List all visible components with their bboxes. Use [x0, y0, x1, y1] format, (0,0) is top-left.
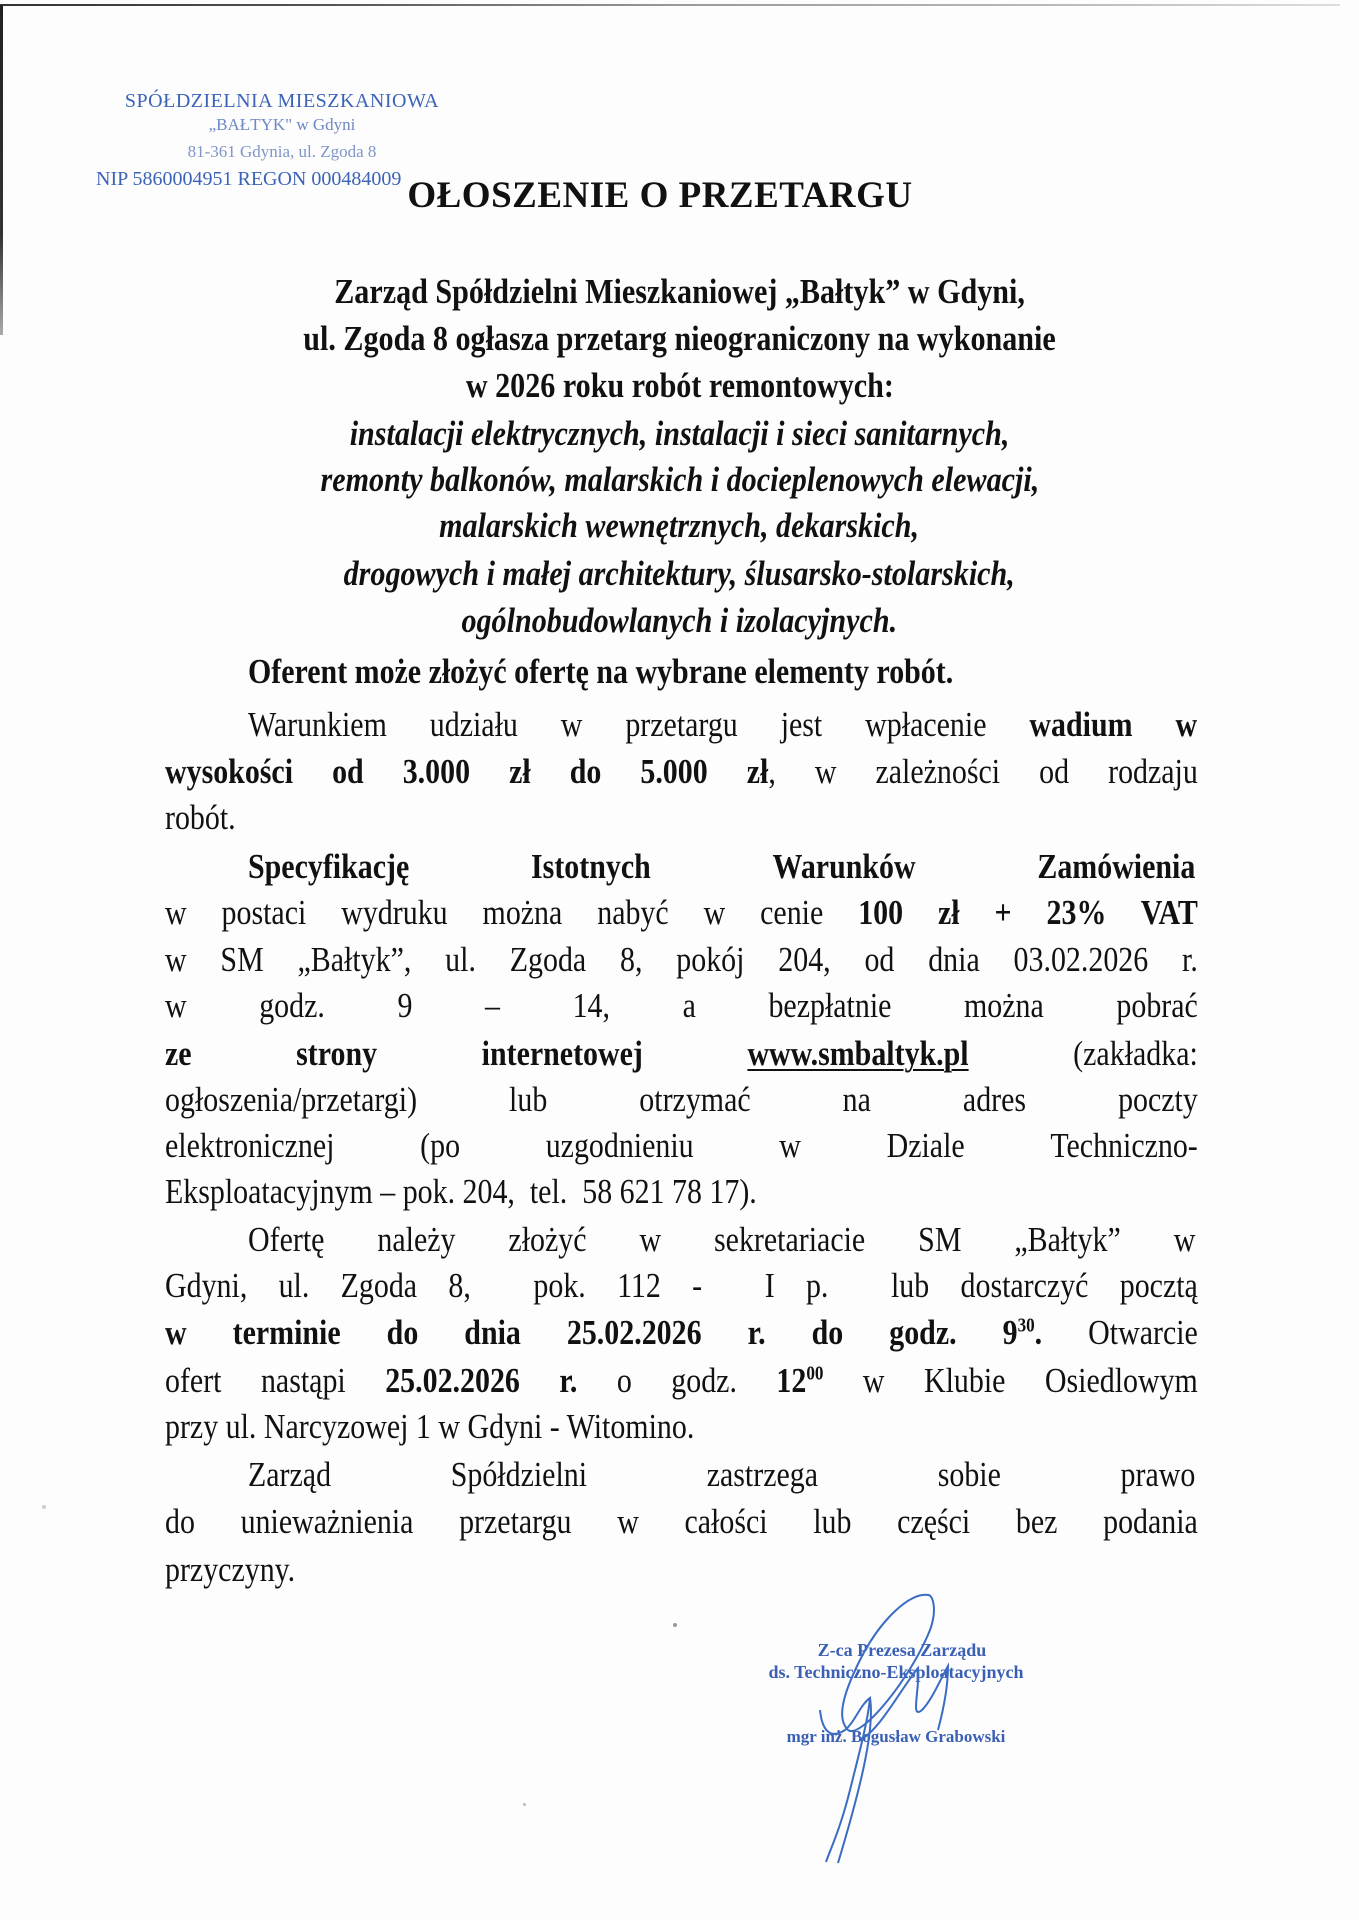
- word: ze: [165, 1034, 192, 1073]
- word: 14,: [572, 986, 610, 1025]
- siwz-line-5: [165, 1036, 1198, 1071]
- deposit-bold: wadium w: [1029, 705, 1198, 744]
- works-line-4: [0, 556, 1359, 591]
- works-text-4: drogowych i małej architektury, ślusarsko-stolarskich,: [343, 554, 1016, 593]
- scan-speck: [42, 1505, 46, 1509]
- works-line-2: [0, 462, 1359, 497]
- reservation-line-1: [248, 1457, 1195, 1492]
- word: (po: [420, 1126, 461, 1165]
- word: zastrzega: [706, 1455, 819, 1494]
- word: lub: [509, 1080, 548, 1119]
- deposit-text: Warunkiem udziału w przetargu jest wpłacenie: [248, 705, 987, 744]
- word: Warunków: [772, 847, 916, 886]
- offer-note: Oferent może złożyć ofertę na wybrane elementy robót.: [248, 652, 954, 691]
- works-text-5: ogólnobudowlanych i izolacyjnych.: [461, 601, 898, 640]
- siwz-line-7: [165, 1128, 1198, 1163]
- siwz-line-4: [165, 988, 1198, 1023]
- deposit-line-3: robót.: [165, 798, 236, 837]
- opening-label: Otwarcie: [1042, 1313, 1198, 1352]
- intro-line-3: [0, 368, 1359, 403]
- signature-stamp-line-3: mgr inż. Bogusław Grabowski: [786, 1727, 1006, 1746]
- word: uzgodnieniu: [545, 1126, 694, 1165]
- word: na: [842, 1080, 871, 1119]
- word: Zarząd: [248, 1455, 332, 1494]
- word: elektronicznej: [165, 1126, 335, 1165]
- word: ogłoszenia/przetargi): [165, 1080, 418, 1119]
- tab-label: (zakładka:: [1073, 1034, 1198, 1073]
- deposit-amount: wysokości od 3.000 zł do 5.000 zł: [165, 752, 769, 791]
- intro-line-2: [0, 321, 1359, 356]
- intro-text-3: w 2026 roku robót remontowych:: [465, 366, 894, 405]
- submission-line-3: [165, 1315, 1198, 1350]
- word: strony: [296, 1034, 378, 1073]
- word: sekretariacie: [714, 1220, 866, 1259]
- stamp-line-2: „BAŁTYK" w Gdyni: [208, 115, 356, 134]
- word: adres: [962, 1080, 1027, 1119]
- siwz-price-text: w postaci wydruku można nabyć w cenie: [165, 893, 824, 932]
- works-text-1: instalacji elektrycznych, instalacji i sieci sanitarnych,: [349, 414, 1010, 453]
- word: godz.: [259, 986, 325, 1025]
- stamp-line-1: SPÓŁDZIELNIA MIESZKANIOWA: [124, 90, 440, 112]
- siwz-line-8: Eksploatacyjnym – pok. 204, tel. 58 621 78 17).: [165, 1172, 757, 1211]
- submission-line-2: Gdyni, ul. Zgoda 8, pok. 112 - I p. lub dostarczyć pocztą: [165, 1266, 1198, 1305]
- opening-text: ofert nastąpi: [165, 1361, 386, 1400]
- opening-time-label: o godz.: [577, 1361, 777, 1400]
- deadline-period: .: [1034, 1313, 1043, 1352]
- word: internetowej: [481, 1034, 643, 1073]
- works-line-1: [0, 416, 1359, 451]
- opening-minutes: 00: [806, 1362, 824, 1385]
- word: należy: [377, 1220, 456, 1259]
- works-line-5: [0, 603, 1359, 638]
- deposit-line-2: [165, 754, 1198, 789]
- handwritten-signature: [760, 1590, 1020, 1865]
- word: a: [682, 986, 696, 1025]
- scan-speck: [523, 1803, 526, 1806]
- word: Dziale: [886, 1126, 965, 1165]
- deposit-depends: , w zależności od rodzaju: [768, 752, 1198, 791]
- word: Ofertę: [248, 1220, 325, 1259]
- intro-line-1: [0, 274, 1359, 309]
- stamp-line-3: 81-361 Gdynia, ul. Zgoda 8: [187, 142, 377, 161]
- submission-line-1: [248, 1222, 1195, 1257]
- opening-hour: 12: [776, 1361, 807, 1400]
- word: złożyć: [508, 1220, 587, 1259]
- signature-stamp-line-2: ds. Techniczno-Eksploatacyjnych: [768, 1662, 1024, 1682]
- word: „Bałtyk”: [1014, 1220, 1121, 1259]
- word: sobie: [937, 1455, 1001, 1494]
- word: –: [485, 986, 500, 1025]
- submission-line-4: [165, 1363, 1198, 1398]
- siwz-line-6: [165, 1082, 1198, 1117]
- intro-text-1: Zarząd Spółdzielni Mieszkaniowej „Bałtyk” w Gdyni,: [334, 272, 1025, 311]
- word: można: [964, 986, 1044, 1025]
- reservation-line-2: do unieważnienia przetargu w całości lub części bez podania: [165, 1502, 1198, 1541]
- word: Techniczno-: [1050, 1126, 1198, 1165]
- submission-line-5: przy ul. Narcyzowej 1 w Gdyni - Witomino.: [165, 1407, 695, 1446]
- word: Spółdzielni: [450, 1455, 588, 1494]
- word: Zamówienia: [1037, 847, 1196, 886]
- works-text-2: remonty balkonów, malarskich i docieplenowych elewacji,: [320, 460, 1039, 499]
- word: Istotnych: [531, 847, 651, 886]
- deadline-minutes: 30: [1017, 1314, 1035, 1337]
- works-text-3: malarskich wewnętrznych, dekarskich,: [439, 506, 920, 545]
- siwz-line-2: [165, 895, 1198, 930]
- word: w: [165, 986, 187, 1025]
- word: SM: [918, 1220, 962, 1259]
- siwz-price: 100 zł + 23% VAT: [858, 893, 1198, 932]
- word: pobrać: [1116, 986, 1198, 1025]
- scan-edge-top: [0, 4, 1340, 6]
- title-text: OŁOSZENIE O PRZETARGU: [407, 175, 913, 216]
- word: Specyfikację: [248, 847, 410, 886]
- intro-text-2: ul. Zgoda 8 ogłasza przetarg nieograniczony na wykonanie: [303, 319, 1056, 358]
- deposit-line-1: [248, 707, 1197, 742]
- siwz-line-3: w SM „Bałtyk”, ul. Zgoda 8, pokój 204, od dnia 03.02.2026 r.: [165, 940, 1198, 979]
- word: w: [1173, 1220, 1196, 1259]
- opening-place: w Klubie Osiedlowym: [823, 1361, 1198, 1400]
- stamp-line-4: NIP 5860004951 REGON 000484009: [96, 168, 402, 190]
- reservation-line-3: przyczyny.: [165, 1550, 296, 1589]
- word: poczty: [1118, 1080, 1198, 1119]
- page-title: [380, 177, 940, 214]
- word: bezpłatnie: [768, 986, 892, 1025]
- works-line-3: [0, 508, 1359, 543]
- submission-deadline: w terminie do dnia 25.02.2026 r. do godz. 9: [165, 1313, 1018, 1352]
- word: 9: [397, 986, 413, 1025]
- word: prawo: [1120, 1455, 1196, 1494]
- opening-date: 25.02.2026 r.: [385, 1361, 578, 1400]
- word: w: [639, 1220, 662, 1259]
- siwz-line-1: [248, 849, 1195, 884]
- word: otrzymać: [639, 1080, 751, 1119]
- scan-speck: [673, 1623, 677, 1627]
- word: w: [779, 1126, 801, 1165]
- website-link[interactable]: www.smbaltyk.pl: [747, 1034, 969, 1073]
- signature-stamp-line-1: Z-ca Prezesa Zarządu: [817, 1640, 987, 1660]
